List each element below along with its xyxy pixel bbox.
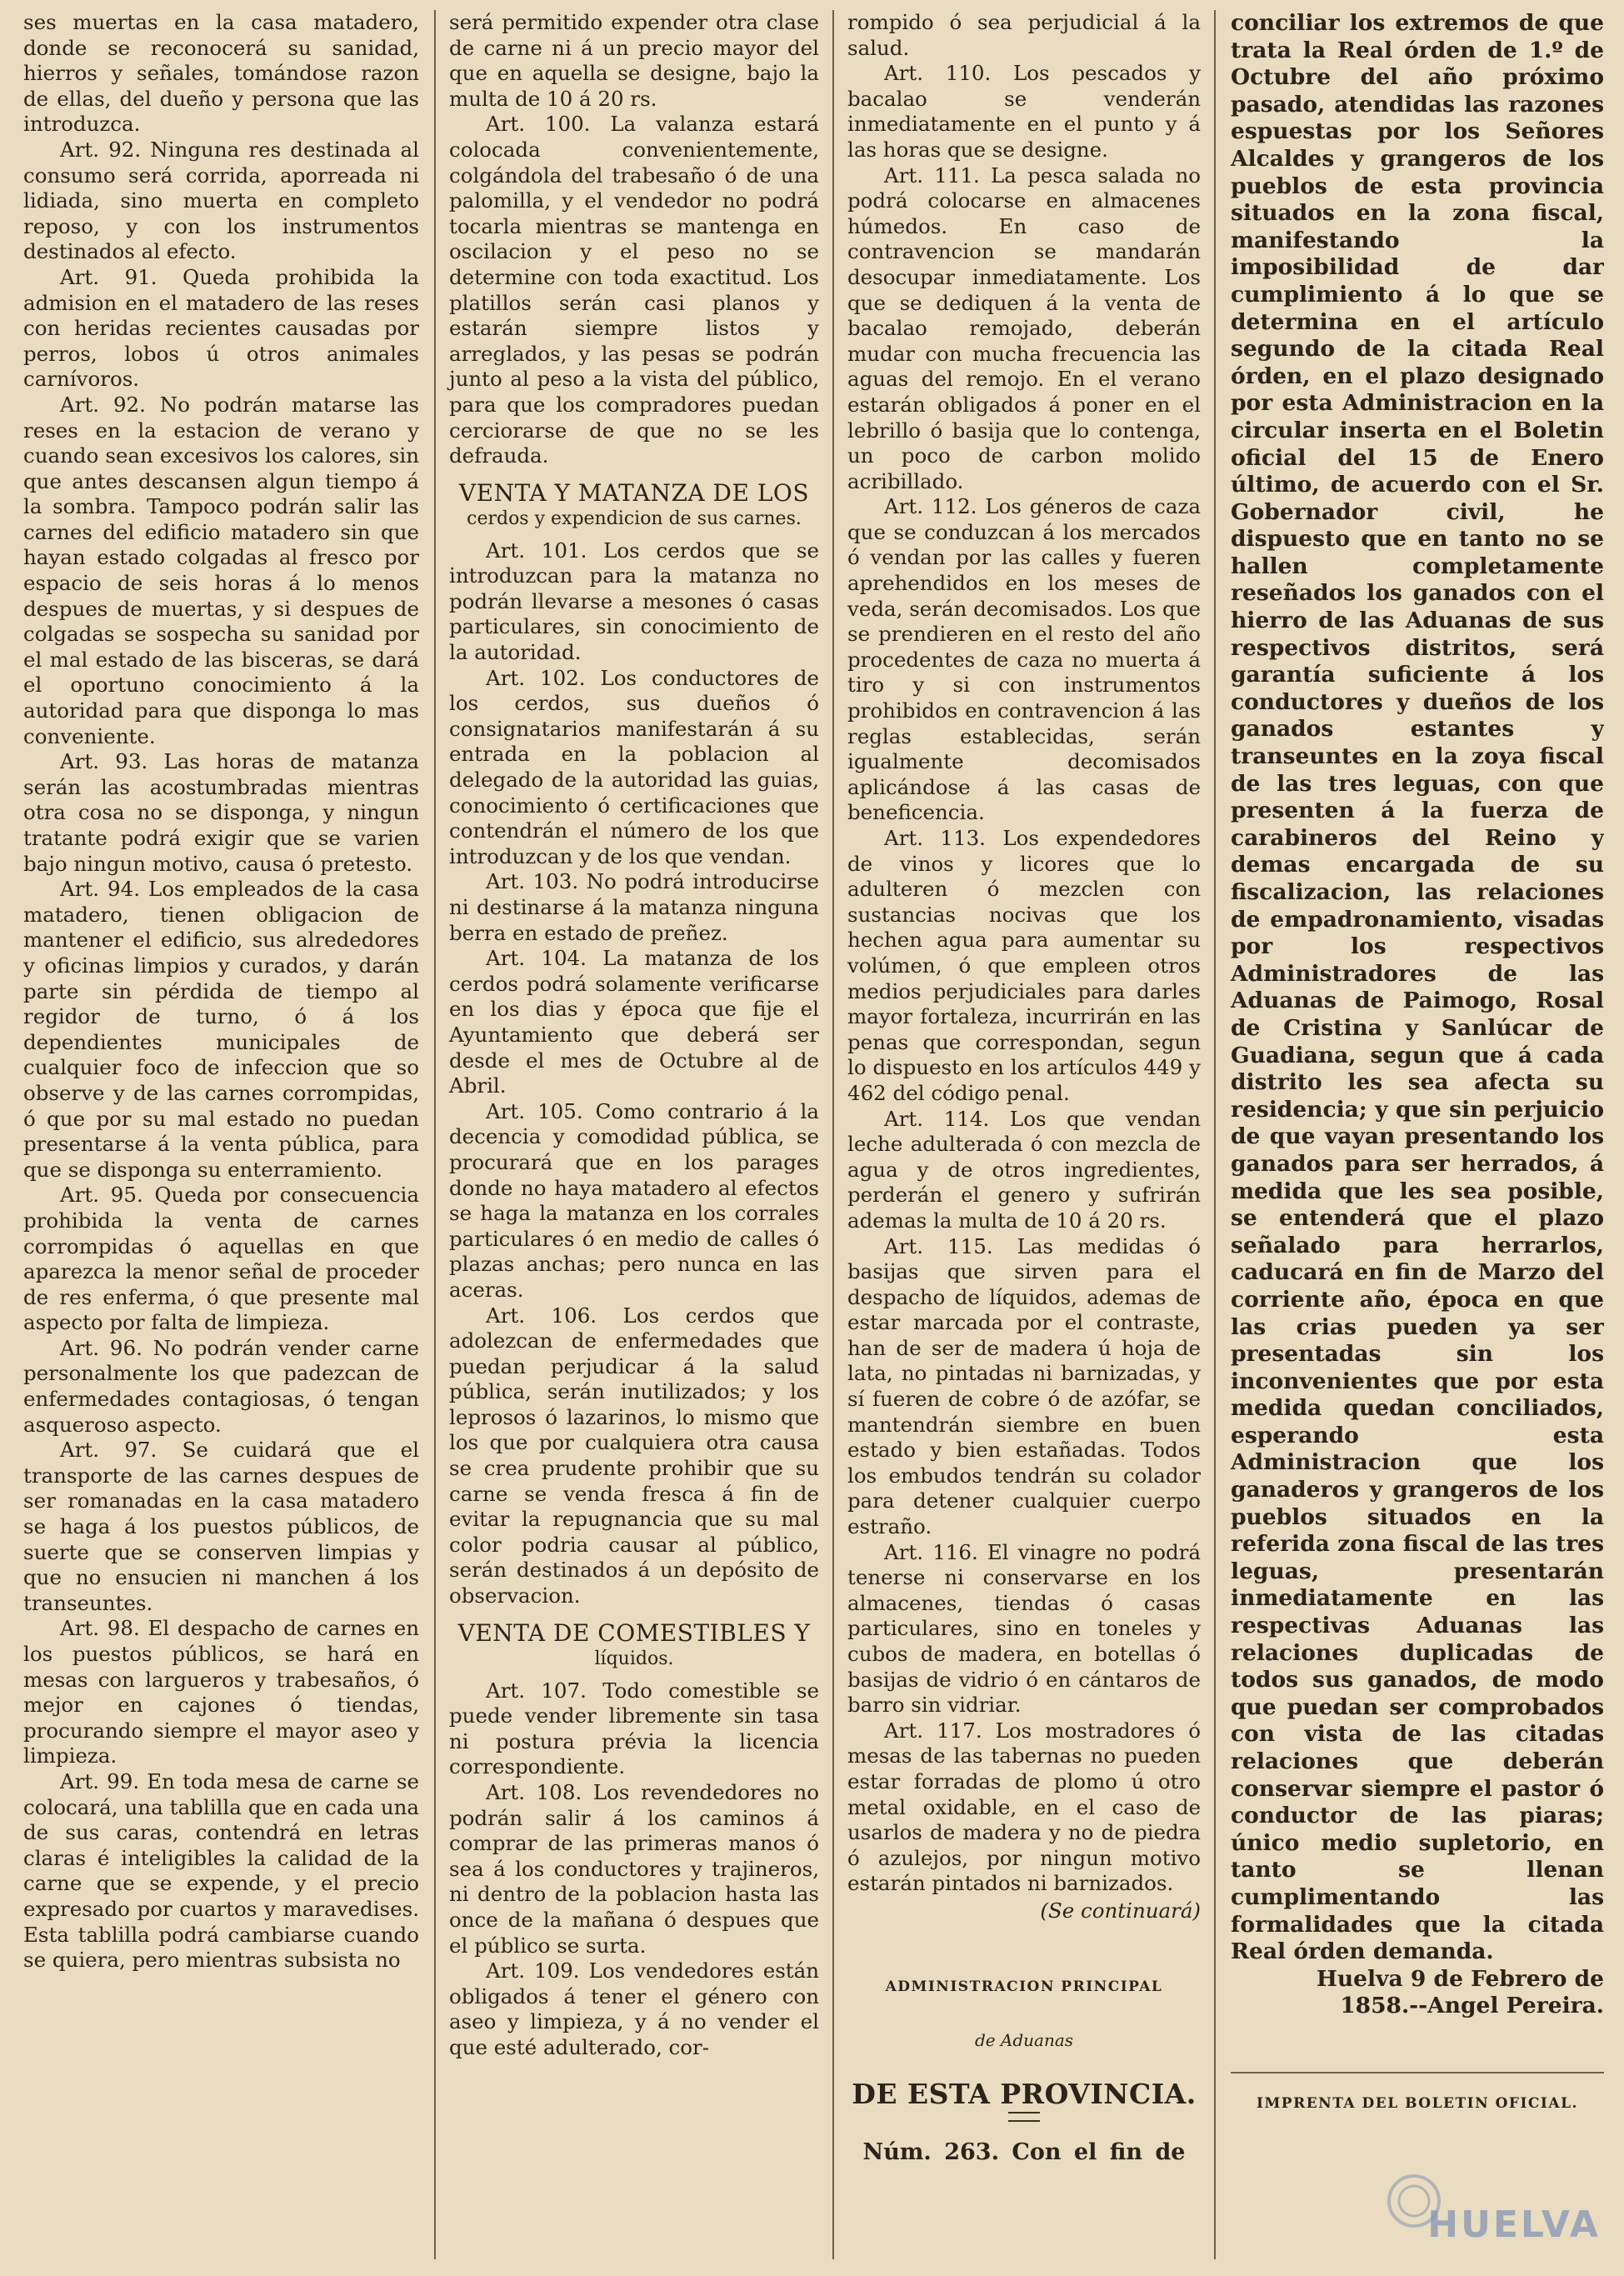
heading-title: VENTA DE COMESTIBLES Y: [457, 1618, 811, 1647]
columns: [23, 10, 1604, 2259]
divider: [1231, 2072, 1604, 2073]
section-heading-comestibles: [449, 1618, 819, 1672]
article-99: Art. 99. En toda mesa de carne se colocará, una tablilla que en cada una de sus caras, contendrá en letras claras é inteligibles la calidad de la carne que se expende, y el precio expresado por cuartos y maravedises. Esta tablilla podrá cambiarse cuando se quiera, pero mientras subsista no: [23, 1768, 419, 1973]
article-95: Art. 95. Queda por consecuencia prohibida la venta de carnes corrompidas ó aquellas en que aparezca la menor señal de proceder de res enferma, ó que presente mal aspecto por falta de limpieza.: [23, 1183, 419, 1335]
column-3: [832, 10, 1214, 2259]
article-111: Art. 111. La pesca salada no podrá colocarse en almacenes húmedos. En caso de contravencion se mandarán desocupar inmediatamente. Los que se dediquen á la venta de bacalao remojado, deberán mudar con mucha frecuencia las aguas del remojo. En el verano estarán obligados á poner en el lebrillo ó basija que lo contenga, un poco de carbon molido acribillado.: [847, 163, 1201, 493]
article-114: Art. 114. Los que vendan leche adulterada ó con mezcla de agua y de otros ingredientes, perderán el genero y sufrirán ademas la multa de 10 á 20 rs.: [847, 1106, 1201, 1233]
double-rule: [1008, 2112, 1040, 2122]
article-96: Art. 96. No podrán vender carne personalmente los que padezcan de enfermedades contagiosas, ó tengan asqueroso aspecto.: [23, 1335, 419, 1437]
paragraph: ses muertas en la casa matadero, donde se reconocerá su sanidad, hierros y señales, tomándose razon de ellas, del dueño y persona que las introduzca.: [23, 10, 419, 137]
article-92b: Art. 92. No podrán matarse las reses en la estacion de verano y cuando sean excesivos los calores, sin que antes descansen algun tiempo á la sombra. Tampoco podrán salir las carnes del edificio matadero sin que hayan estado colgadas al fresco por espacio de seis horas á lo menos despues de muertas, y si despues de colgadas se sospecha su sanidad por el mal estado de las bisceras, se dará el oportuno conocimiento á la autoridad para que disponga lo mas conveniente.: [23, 392, 419, 748]
notice-signature: Huelva 9 de Febrero de 1858.--Angel Pereira.: [1316, 1965, 1604, 2019]
article-110: Art. 110. Los pescados y bacalao se venderán inmediatamente en el punto y á las horas que se designe.: [847, 61, 1201, 162]
article-106: Art. 106. Los cerdos que adolezcan de enfermedades que puedan perjudicar á la salud pública, serán inutilizados; y los leprosos ó lazarinos, lo mismo que los que por cualquiera otra causa se crea prudente prohibir que su carne se venda fresca á fin de evitar la repugnancia que su mal color podria causar al público, serán destinados á un depósito de observacion.: [449, 1303, 819, 1608]
article-102: Art. 102. Los conductores de los cerdos, sus dueños ó consignatarios manifestarán á su entrada en la poblacion al delegado de la autoridad las guias, conocimiento ó certificaciones que contendrán el número de los que introduzcan y de los que vendan.: [449, 665, 819, 868]
article-117: Art. 117. Los mostradores ó mesas de las tabernas no pueden estar forradas de plomo ú otro metal oxidable, en el caso de usarlos de madera y no de piedra ó azulejos, por ningun motivo estarán pintados ni barnizados.: [847, 1718, 1201, 1896]
notice-body: conciliar los extremos de que trata la Real órden de 1.º de Octubre del año próximo pasado, atendidas las razones espuestas por los Señores Alcaldes y grangeros de los pueblos de esta provincia situados en la zona fiscal, manifestando la imposibilidad de dar cumplimiento á lo que se determina en el artículo segundo de la citada Real órden, en el plazo designado por esta Administracion en la circular inserta en el Boletin oficial del 15 de Enero último, de acuerdo con el Sr. Gobernador civil, he dispuesto que en tanto no se hallen completamente reseñados los ganados con el hierro de las Aduanas de sus respectivos distritos, será garantía suficiente á los conductores y dueños de los ganados estantes y transeuntes en la zoya fiscal de las tres leguas, con que presenten á la fuerza de carabineros del Reino y demas encargada de su fiscalizacion, las relaciones de empadronamiento, visadas por los respectivos Administradores de las Aduanas de Paimogo, Rosal de Cristina y Sanlúcar de Guadiana, segun que á cada distrito les sea afecta su residencia; y que sin perjuicio de que vayan presentando los ganados para ser herrados, á medida que les sea posible, se entenderá que el plazo señalado para herrarlos, caducará en fin de Marzo del corriente año, época en que las crias pueden ya ser presentadas sin los inconvenientes que por esta medida quedan conciliados, esperando esta Administracion que los ganaderos y grangeros de los pueblos situados en la referida zona fiscal de las tres leguas, presentarán inmediatamente en las respectivas Aduanas las relaciones duplicadas de todos sus ganados, de modo que puedan ser comprobados con vista de las citadas relaciones que deberán conservar siempre el pastor ó conductor de las piaras; único medio supletorio, en tanto se llenan cumplimentando las formalidades que la citada Real órden demanda.: [1231, 10, 1604, 1965]
article-108: Art. 108. Los revendedores no podrán salir á los caminos á comprar de las primeras manos ó sea á los conductores y trajineros, ni dentro de la poblacion hasta las once de la mañana ó despues que el público se surta.: [449, 1780, 819, 1958]
column-1: [23, 10, 434, 2259]
article-103: Art. 103. No podrá introducirse ni destinarse á la matanza ninguna berra en estado de preñez.: [449, 869, 819, 945]
article-92a: Art. 92. Ninguna res destinada al consumo será corrida, aporreada ni lidiada, sino muerta en completo reposo, y con los instrumentos destinados al efecto.: [23, 137, 419, 264]
article-109: Art. 109. Los vendedores están obligados á tener el género con aseo y limpieza, y á no vender el que esté adulterado, cor-: [449, 1958, 819, 2059]
article-97: Art. 97. Se cuidará que el transporte de las carnes despues de ser romanadas en la casa matadero se haga á los puestos públicos, de suerte que se conserven limpias y que no ensucien ni manchen á los transeuntes.: [23, 1438, 419, 1615]
admin-subheading: de Aduanas: [974, 2030, 1074, 2051]
article-116: Art. 116. El vinagre no podrá tenerse ni conservarse en los almacenes, tiendas ó casas particulares, sino en toneles y cubos de madera, en botellas ó basijas de vidrio ó en cántaros de barro sin vidriar.: [847, 1539, 1201, 1718]
notice-number: Núm. 263. Con el fin de: [862, 2139, 1186, 2166]
admin-heading: ADMINISTRACION PRINCIPAL: [885, 1978, 1163, 1995]
article-93: Art. 93. Las horas de matanza serán las acostumbradas mientras otra cosa no se disponga, y ningun tratante podrá exigir que se varien bajo ningun motivo, causa ó pretesto.: [23, 749, 419, 876]
stamp-text: HUELVA: [1427, 2203, 1601, 2246]
column-4: [1214, 10, 1604, 2259]
article-107: Art. 107. Todo comestible se puede vender libremente sin tasa ni postura prévia la licencia correspondiente.: [449, 1678, 819, 1779]
article-113: Art. 113. Los expendedores de vinos y licores que lo adulteren ó mezclen con sustancias nocivas que los hechen agua para aumentar su volúmen, ó que empleen otros medios perjudiciales para darles mayor fortaleza, incurrirán en las penas que correspondan, segun lo dispuesto en los artículos 449 y 462 del código penal.: [847, 826, 1201, 1105]
article-104: Art. 104. La matanza de los cerdos podrá solamente verificarse en los dias y época que fije el Ayuntamiento que deberá ser desde el mes de Octubre al de Abril.: [449, 946, 819, 1098]
article-112: Art. 112. Los géneros de caza que se conduzcan á los mercados ó vendan por las calles y fueren aprehendidos en los meses de veda, serán decomisados. Los que se prendieren en el resto del año procedentes de caza no muerta á tiro y si con instrumentos prohibidos en contravencion á las reglas establecidas, serán igualmente decomisados aplicándose á las casas de beneficencia.: [847, 494, 1201, 825]
paragraph: rompido ó sea perjudicial á la salud.: [847, 10, 1201, 60]
article-91: Art. 91. Queda prohibida la admision en el matadero de las reses con heridas recientes causadas por perros, lobos ú otros animales carnívoros.: [23, 264, 419, 392]
heading-subtitle: cerdos y expendicion de sus carnes.: [467, 508, 802, 529]
continued-note: (Se continuará): [1040, 1898, 1201, 1923]
section-heading-cerdos: [449, 478, 819, 532]
article-100: Art. 100. La valanza estará colocada convenientemente, colgándola del trabesaño ó de una palomilla, y el vendedor no podrá tocarla mientras se mantenga en oscilacion y el peso no se determine con toda exactitud. Los platillos serán casi planos y estarán siempre listos y arreglados, y las pesas se podrán junto al peso a la vista del público, para que los compradores puedan cerciorarse de que no se les defrauda.: [449, 112, 819, 468]
paragraph: será permitido expender otra clase de carne ni á un precio mayor del que en aquella se designe, bajo la multa de 10 á 20 rs.: [449, 10, 819, 111]
printer-line: IMPRENTA DEL BOLETIN OFICIAL.: [1257, 2094, 1578, 2112]
article-105: Art. 105. Como contrario á la decencia y comodidad pública, se procurará que en los parages donde no haya matadero al efectos se haga la matanza en los corrales particulares ó en medio de calles ó plazas anchas; pero nunca en las aceras.: [449, 1098, 819, 1302]
province-heading: DE ESTA PROVINCIA.: [852, 2077, 1197, 2110]
article-98: Art. 98. El despacho de carnes en los puestos públicos, se hará en mesas con largueros y trabesaños, ó mejor en cajones ó tiendas, procurando siempre el mayor aseo y limpieza.: [23, 1616, 419, 1768]
column-2: [434, 10, 832, 2259]
article-115: Art. 115. Las medidas ó basijas que sirven para el despacho de líquidos, ademas de estar marcada por el contraste, han de ser de madera ú hoja de lata, no pintadas ni barnizadas, y sí fueren de cobre ó de azófar, se mantendrán siembre en buen estado y bien estañadas. Todos los embudos tendrán su colador para detener cualquier cuerpo estraño.: [847, 1233, 1201, 1539]
article-94: Art. 94. Los empleados de la casa matadero, tienen obligacion de mantener el edificio, sus alrededores y oficinas limpios y curados, y darán parte sin pérdida de tiempo al regidor de turno, ó á los dependientes municipales de cualquier foco de infeccion que so observe y de las carnes corrompidas, ó que por su mal estado no puedan presentarse á la venta pública, para que se disponga su enterramiento.: [23, 877, 419, 1182]
heading-subtitle: líquidos.: [594, 1648, 674, 1669]
article-101: Art. 101. Los cerdos que se introduzcan para la matanza no podrán llevarse a mesones ó casas particulares, sin conocimiento de la autoridad.: [449, 538, 819, 665]
heading-title: VENTA Y MATANZA DE LOS: [458, 478, 810, 507]
